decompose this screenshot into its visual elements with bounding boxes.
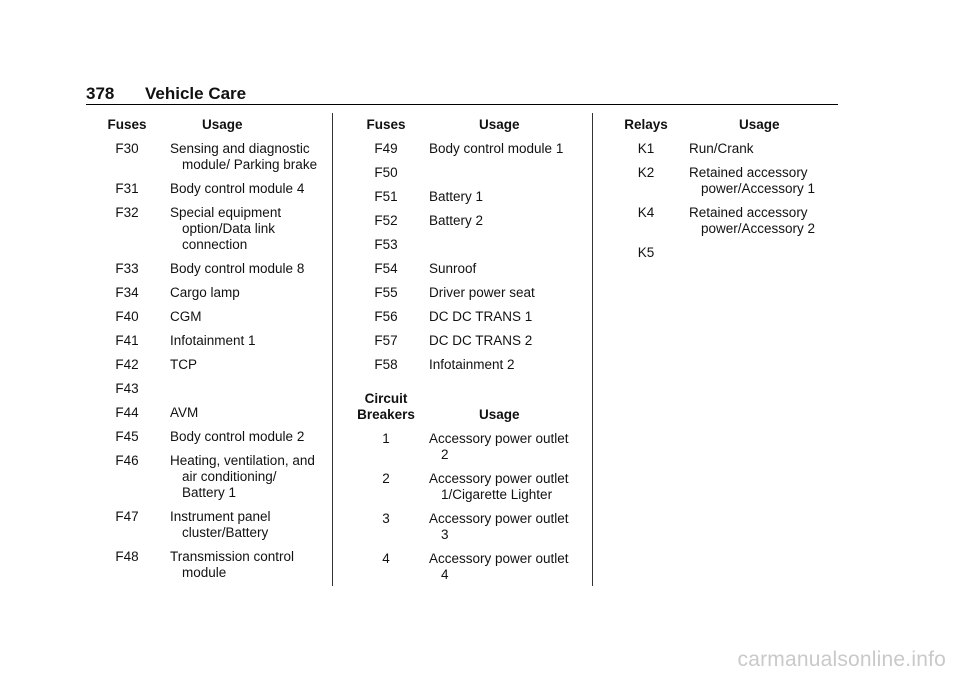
row-usage: Battery 1 [429, 189, 484, 204]
relays-table-body [605, 137, 827, 265]
table-row [86, 201, 320, 257]
row-usage: Infotainment 2 [429, 357, 515, 372]
table-header-row [86, 115, 320, 137]
row-usage: CGM [170, 309, 202, 324]
column-divider [332, 113, 333, 586]
table-header-row [345, 389, 579, 427]
row-id: F55 [374, 285, 398, 300]
row-usage-cell [168, 401, 320, 425]
row-usage-cell [687, 161, 827, 201]
row-usage: Battery 2 [429, 213, 484, 228]
fuses-table-2-body [345, 137, 579, 377]
row-usage-cell [427, 305, 579, 329]
row-id: 1 [382, 431, 390, 446]
row-id: F32 [115, 205, 139, 220]
row-usage: Retained accessory power/Accessory 2 [689, 205, 816, 236]
table-row [605, 201, 827, 241]
row-usage: Cargo lamp [170, 285, 240, 300]
circuit-breakers-header: Circuit Breakers [357, 391, 415, 422]
row-usage: TCP [170, 357, 197, 372]
row-usage: DC DC TRANS 2 [429, 333, 533, 348]
row-usage-cell [168, 425, 320, 449]
usage-header: Usage [479, 407, 520, 422]
row-id: 4 [382, 551, 390, 566]
row-usage-cell [687, 241, 827, 265]
breakers-table-body [345, 427, 579, 587]
row-usage: AVM [170, 405, 199, 420]
relays-table [605, 115, 827, 265]
table-row [86, 377, 320, 401]
row-usage-cell [427, 161, 579, 185]
row-usage: DC DC TRANS 1 [429, 309, 533, 324]
row-usage-cell [427, 185, 579, 209]
row-id: K4 [637, 205, 655, 220]
row-usage: Accessory power outlet 3 [429, 511, 569, 542]
row-id: K5 [637, 245, 655, 260]
row-id: F46 [115, 453, 139, 468]
row-usage: Body control module 8 [170, 261, 305, 276]
row-id: F33 [115, 261, 139, 276]
table-header-row [605, 115, 827, 137]
row-usage-cell [168, 505, 320, 545]
row-usage-cell [168, 281, 320, 305]
row-usage-cell [427, 353, 579, 377]
table-row [86, 257, 320, 281]
table-row [345, 161, 579, 185]
row-usage: Sunroof [429, 261, 477, 276]
table-row [86, 137, 320, 177]
table-header-row [345, 115, 579, 137]
row-usage: Retained accessory power/Accessory 1 [689, 165, 816, 196]
row-usage: Accessory power outlet 4 [429, 551, 569, 582]
row-usage-cell [168, 177, 320, 201]
row-id: F51 [374, 189, 398, 204]
table-row [605, 241, 827, 265]
usage-header: Usage [479, 117, 520, 132]
row-usage-cell [168, 353, 320, 377]
row-usage-cell [427, 547, 579, 587]
row-usage-cell [427, 209, 579, 233]
row-usage-cell [427, 467, 579, 507]
row-id: F44 [115, 405, 139, 420]
column-divider [592, 113, 593, 586]
fuses-table-1-body [86, 137, 320, 585]
table-row [345, 467, 579, 507]
row-id: F40 [115, 309, 139, 324]
row-id: F52 [374, 213, 398, 228]
fuses-column-2 [345, 115, 591, 587]
row-id: F48 [115, 549, 139, 564]
row-usage-cell [168, 329, 320, 353]
table-row [345, 427, 579, 467]
table-row [345, 209, 579, 233]
row-usage: Body control module 4 [170, 181, 305, 196]
row-id: F58 [374, 357, 398, 372]
row-id: 3 [382, 511, 390, 526]
row-usage: Body control module 1 [429, 141, 564, 156]
row-usage-cell [427, 507, 579, 547]
relays-header: Relays [624, 117, 668, 132]
row-usage-cell [168, 377, 320, 401]
usage-header: Usage [739, 117, 780, 132]
row-usage-cell [168, 257, 320, 281]
table-row [345, 305, 579, 329]
relays-column [605, 115, 835, 265]
table-row [345, 547, 579, 587]
table-row [345, 137, 579, 161]
table-row [86, 281, 320, 305]
page-header [86, 82, 838, 105]
table-row [345, 257, 579, 281]
row-id: F43 [115, 381, 139, 396]
row-usage-cell [168, 545, 320, 585]
row-usage: Transmission control module [170, 549, 295, 580]
row-id: 2 [382, 471, 390, 486]
row-usage: Sensing and diagnostic module/ Parking brake [170, 141, 318, 172]
table-row [345, 233, 579, 257]
table-row [86, 329, 320, 353]
row-usage: Instrument panel cluster/Battery [170, 509, 271, 540]
fuses-header: Fuses [366, 117, 406, 132]
row-usage: Body control module 2 [170, 429, 305, 444]
fuses-table-1 [86, 115, 320, 585]
row-usage-cell [168, 305, 320, 329]
row-usage-cell [687, 201, 827, 241]
row-id: F31 [115, 181, 139, 196]
fuses-table-2 [345, 115, 579, 377]
usage-header: Usage [202, 117, 243, 132]
row-usage-cell [168, 201, 320, 257]
table-row [605, 161, 827, 201]
row-id: K1 [637, 141, 655, 156]
row-usage-cell [427, 281, 579, 305]
table-row [86, 177, 320, 201]
row-id: F56 [374, 309, 398, 324]
table-row [86, 305, 320, 329]
row-usage-cell [427, 427, 579, 467]
row-id: F34 [115, 285, 139, 300]
row-id: F54 [374, 261, 398, 276]
row-id: F50 [374, 165, 398, 180]
table-row [86, 545, 320, 585]
row-usage: Driver power seat [429, 285, 535, 300]
row-id: F42 [115, 357, 139, 372]
watermark: carmanualsonline.info [737, 648, 946, 671]
section-title: Vehicle Care [145, 84, 247, 103]
table-row [605, 137, 827, 161]
table-row [345, 329, 579, 353]
breakers-table [345, 389, 579, 587]
row-id: F30 [115, 141, 139, 156]
row-usage-cell [168, 449, 320, 505]
row-id: F53 [374, 237, 398, 252]
row-id: F47 [115, 509, 139, 524]
row-usage: Heating, ventilation, and air conditioning/ Battery 1 [170, 453, 315, 500]
row-id: F45 [115, 429, 139, 444]
page-number: 378 [86, 84, 115, 103]
table-row [345, 281, 579, 305]
row-usage-cell [427, 137, 579, 161]
row-id: F57 [374, 333, 398, 348]
row-usage-cell [168, 137, 320, 177]
table-row [345, 185, 579, 209]
fuses-header: Fuses [107, 117, 147, 132]
row-id: F49 [374, 141, 398, 156]
table-row [86, 425, 320, 449]
row-usage: Infotainment 1 [170, 333, 256, 348]
row-usage: Accessory power outlet 1/Cigarette Lighter [429, 471, 569, 502]
table-row [86, 505, 320, 545]
row-usage-cell [427, 233, 579, 257]
row-usage: Accessory power outlet 2 [429, 431, 569, 462]
row-usage: Special equipment option/Data link connection [170, 205, 282, 252]
table-row [345, 507, 579, 547]
row-id: K2 [637, 165, 655, 180]
row-usage-cell [427, 257, 579, 281]
table-row [345, 353, 579, 377]
row-usage-cell [427, 329, 579, 353]
table-row [86, 401, 320, 425]
table-row [86, 353, 320, 377]
row-usage: Run/Crank [689, 141, 754, 156]
table-row [86, 449, 320, 505]
fuses-column-1 [86, 115, 332, 585]
row-usage-cell [687, 137, 827, 161]
row-id: F41 [115, 333, 139, 348]
